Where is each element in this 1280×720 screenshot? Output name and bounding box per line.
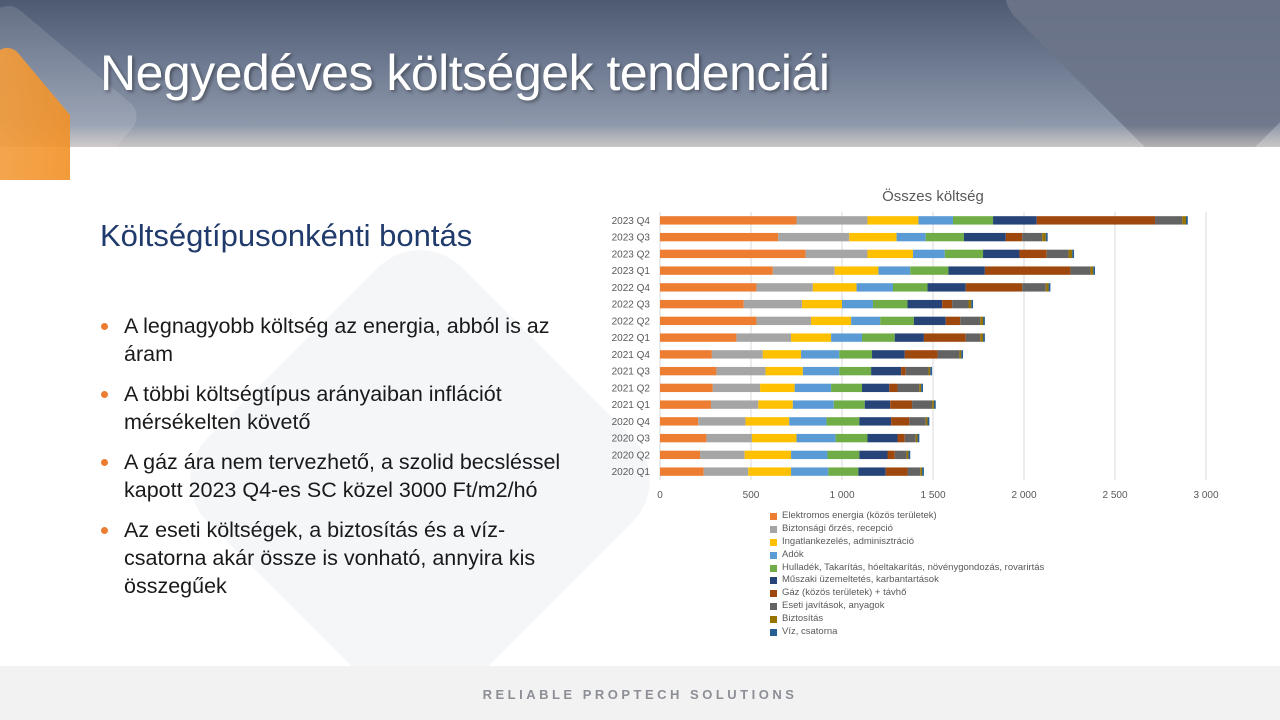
- bar-segment: [928, 367, 930, 375]
- y-tick-label: 2023 Q2: [611, 249, 650, 261]
- y-tick-label: 2022 Q1: [611, 333, 650, 345]
- legend-label: Ingatlankezelés, adminisztráció: [782, 535, 915, 547]
- bar-segment: [1022, 233, 1042, 241]
- bar-segment: [857, 283, 893, 291]
- legend-label: Elektromos energia (közös területek): [782, 510, 937, 521]
- bar-segment: [752, 434, 797, 442]
- bar-segment: [920, 467, 922, 475]
- legend-item: [770, 587, 1044, 600]
- legend-item: [770, 549, 1044, 562]
- page-title: Negyedéves költségek tendenciái: [100, 45, 830, 101]
- bar-segment: [746, 417, 790, 425]
- bar-segment: [926, 417, 928, 425]
- bar-segment: [893, 283, 928, 291]
- bar-segment: [660, 300, 744, 308]
- bar-segment: [908, 451, 910, 459]
- bar-segment: [983, 317, 985, 325]
- legend-swatch: [770, 539, 777, 546]
- bar-segment: [660, 400, 711, 408]
- x-tick-label: 0: [657, 490, 663, 501]
- bar-segment: [1019, 250, 1046, 258]
- legend-item: [770, 574, 1044, 587]
- y-tick-label: 2022 Q2: [611, 316, 650, 328]
- bar-segment: [897, 233, 926, 241]
- y-tick-label: 2021 Q2: [611, 383, 650, 395]
- bar-segment: [909, 417, 925, 425]
- bar-segment: [880, 317, 914, 325]
- bar-segment: [1046, 283, 1049, 291]
- bar-segment: [660, 434, 706, 442]
- legend-swatch: [770, 513, 777, 520]
- bar-segment: [919, 384, 921, 392]
- bar-segment: [983, 333, 985, 341]
- x-tick-label: 500: [742, 490, 760, 501]
- bullet-list: [100, 312, 580, 612]
- bar-segment: [922, 467, 924, 475]
- bar-segment: [934, 400, 936, 408]
- bar-segment: [839, 350, 872, 358]
- bar-segment: [908, 300, 943, 308]
- bar-segment: [961, 350, 963, 358]
- bar-segment: [905, 434, 916, 442]
- bar-segment: [831, 333, 862, 341]
- bar-segment: [813, 283, 857, 291]
- bar-segment: [971, 300, 973, 308]
- bar-segment: [953, 216, 993, 224]
- legend-label: Eseti javítások, anyagok: [782, 600, 885, 612]
- bar-segment: [842, 300, 873, 308]
- bar-segment: [983, 250, 1019, 258]
- bar-segment: [660, 384, 713, 392]
- bar-segment: [878, 266, 910, 274]
- bar-segment: [890, 400, 912, 408]
- bar-segment: [1072, 250, 1074, 258]
- bar-segment: [895, 333, 924, 341]
- bar-segment: [660, 367, 716, 375]
- legend-item: [770, 600, 1044, 613]
- y-tick-label: 2021 Q4: [611, 349, 650, 361]
- bar-segment: [968, 300, 971, 308]
- bar-segment: [942, 300, 952, 308]
- bar-segment: [1069, 250, 1073, 258]
- bar-segment: [873, 300, 908, 308]
- bar-segment: [716, 367, 765, 375]
- bar-segment: [901, 367, 906, 375]
- bar-segment: [831, 384, 862, 392]
- bar-segment: [660, 250, 806, 258]
- bar-segment: [938, 350, 960, 358]
- y-tick-label: 2021 Q3: [611, 366, 650, 378]
- bar-segment: [745, 451, 791, 459]
- bar-segment: [898, 434, 905, 442]
- x-tick-label: 3 000: [1193, 490, 1219, 501]
- cost-chart: [600, 180, 1240, 650]
- bar-segment: [827, 451, 859, 459]
- legend-label: Adók: [782, 548, 804, 560]
- bar-segment: [834, 400, 865, 408]
- bar-segment: [756, 283, 812, 291]
- legend-item: [770, 510, 1044, 523]
- bar-segment: [862, 333, 895, 341]
- legend-swatch: [770, 629, 777, 636]
- bar-segment: [872, 350, 905, 358]
- y-tick-label: 2023 Q1: [611, 266, 650, 278]
- bullet-item: A többi költségtípus arányaiban inflációt mérsékelten követő: [100, 380, 580, 436]
- legend-swatch: [770, 603, 777, 610]
- y-tick-label: 2023 Q3: [611, 232, 650, 244]
- bullet-item: A gáz ára nem tervezhető, a szolid becsléssel kapott 2023 Q4-es SC közel 3000 Ft/m2/hó: [100, 448, 580, 504]
- chart-title: Összes költség: [882, 188, 984, 205]
- bar-segment: [660, 266, 773, 274]
- legend-swatch: [770, 526, 777, 533]
- bar-segment: [803, 367, 839, 375]
- bar-segment: [711, 400, 758, 408]
- bar-segment: [1037, 216, 1155, 224]
- bar-segment: [758, 400, 793, 408]
- bar-segment: [660, 233, 778, 241]
- bar-segment: [858, 467, 885, 475]
- legend-label: Gáz (közös területek) + távhő: [782, 587, 907, 599]
- bar-segment: [867, 434, 897, 442]
- bar-segment: [660, 283, 756, 291]
- bullet-item: Az eseti költségek, a biztosítás és a víz-csatorna akár össze is vonható, annyira kis összegűek: [100, 516, 580, 600]
- bar-segment: [763, 350, 801, 358]
- bar-segment: [966, 333, 981, 341]
- bar-segment: [713, 384, 760, 392]
- bar-segment: [1047, 250, 1069, 258]
- bar-segment: [966, 283, 1022, 291]
- bar-segment: [795, 384, 831, 392]
- chart-svg: [600, 180, 1240, 510]
- bar-segment: [660, 417, 698, 425]
- legend-swatch: [770, 552, 777, 559]
- bar-segment: [1186, 216, 1188, 224]
- bar-segment: [811, 317, 851, 325]
- bar-segment: [910, 266, 948, 274]
- bar-segment: [835, 266, 879, 274]
- legend-label: Biztosítás: [782, 613, 824, 625]
- bar-segment: [700, 451, 745, 459]
- bar-segment: [888, 451, 895, 459]
- bar-segment: [895, 451, 907, 459]
- footer-brand-text: RELIABLE PROPTECH SOLUTIONS: [482, 687, 798, 702]
- section-subtitle: Költségtípusonkénti bontás: [100, 218, 473, 253]
- bar-segment: [946, 317, 961, 325]
- orange-accent-clip: [0, 0, 70, 180]
- bar-segment: [706, 434, 752, 442]
- bar-segment: [778, 233, 849, 241]
- bar-segment: [698, 417, 745, 425]
- bar-segment: [660, 317, 756, 325]
- bar-segment: [964, 233, 1006, 241]
- bar-segment: [766, 367, 803, 375]
- bar-segment: [859, 417, 891, 425]
- y-tick-label: 2022 Q3: [611, 299, 650, 311]
- bar-segment: [1070, 266, 1090, 274]
- legend-swatch: [770, 590, 777, 597]
- bar-segment: [748, 467, 791, 475]
- bullet-item: A legnagyobb költség az energia, abból is az áram: [100, 312, 580, 368]
- x-tick-label: 1 500: [920, 490, 946, 501]
- y-tick-label: 2020 Q2: [611, 450, 650, 462]
- bar-segment: [926, 233, 964, 241]
- bar-segment: [793, 400, 834, 408]
- bar-segment: [952, 300, 968, 308]
- bar-segment: [865, 400, 890, 408]
- bar-segment: [862, 384, 889, 392]
- bar-segment: [959, 350, 961, 358]
- bar-segment: [930, 367, 932, 375]
- y-tick-label: 2023 Q4: [611, 215, 650, 227]
- legend-item: [770, 523, 1044, 536]
- bar-segment: [921, 384, 923, 392]
- legend-label: Biztonsági őrzés, recepció: [782, 522, 893, 534]
- bar-segment: [889, 384, 897, 392]
- bar-segment: [791, 467, 828, 475]
- bar-segment: [791, 451, 827, 459]
- y-tick-label: 2022 Q4: [611, 282, 650, 294]
- bar-segment: [906, 367, 929, 375]
- bar-segment: [660, 333, 736, 341]
- bar-segment: [839, 367, 871, 375]
- y-tick-label: 2020 Q3: [611, 433, 650, 445]
- y-tick-label: 2020 Q1: [611, 467, 650, 479]
- legend-swatch: [770, 565, 777, 572]
- bar-segment: [907, 451, 909, 459]
- bar-segment: [660, 451, 700, 459]
- bar-segment: [1046, 233, 1048, 241]
- bar-segment: [1042, 233, 1046, 241]
- bar-segment: [980, 317, 983, 325]
- bar-segment: [827, 417, 860, 425]
- bar-segment: [836, 434, 868, 442]
- bar-segment: [914, 317, 946, 325]
- chart-legend: [770, 510, 1044, 639]
- bar-segment: [806, 250, 868, 258]
- bar-segment: [849, 233, 896, 241]
- y-tick-label: 2021 Q1: [611, 400, 650, 412]
- bar-segment: [928, 417, 930, 425]
- bar-segment: [980, 333, 983, 341]
- x-tick-label: 1 000: [829, 490, 855, 501]
- bar-segment: [756, 317, 811, 325]
- bar-segment: [867, 250, 913, 258]
- bar-segment: [918, 216, 953, 224]
- bar-segment: [704, 467, 749, 475]
- legend-item: [770, 562, 1044, 575]
- bar-segment: [801, 350, 839, 358]
- bar-segment: [985, 266, 1071, 274]
- legend-item: [770, 626, 1044, 639]
- bar-segment: [736, 333, 791, 341]
- bar-segment: [912, 400, 932, 408]
- bar-segment: [744, 300, 802, 308]
- legend-item: [770, 613, 1044, 626]
- bar-segment: [1155, 216, 1182, 224]
- bar-segment: [891, 417, 909, 425]
- bar-segment: [760, 384, 795, 392]
- header-fade: [0, 125, 1280, 147]
- bar-segment: [913, 250, 945, 258]
- bar-segment: [773, 266, 835, 274]
- bar-segment: [945, 250, 983, 258]
- legend-swatch: [770, 577, 777, 584]
- bar-segment: [916, 434, 918, 442]
- bar-segment: [898, 384, 920, 392]
- bar-segment: [908, 467, 921, 475]
- y-tick-label: 2020 Q4: [611, 416, 650, 428]
- bar-segment: [1090, 266, 1093, 274]
- bar-segment: [802, 300, 842, 308]
- bar-segment: [797, 434, 836, 442]
- legend-label: Hulladék, Takarítás, hóeltakarítás, növénygondozás, rovarirtás: [782, 561, 1045, 573]
- bar-segment: [867, 216, 918, 224]
- bar-segment: [660, 467, 704, 475]
- legend-label: Műszaki üzemeltetés, karbantartások: [782, 574, 939, 586]
- bar-segment: [924, 333, 966, 341]
- bar-segment: [1006, 233, 1022, 241]
- bar-segment: [932, 400, 934, 408]
- bar-segment: [928, 283, 966, 291]
- legend-swatch: [770, 616, 777, 623]
- x-tick-label: 2 500: [1102, 490, 1128, 501]
- bar-segment: [712, 350, 763, 358]
- bar-segment: [828, 467, 858, 475]
- bar-segment: [886, 467, 908, 475]
- bar-segment: [660, 216, 797, 224]
- orange-accent-shape: [0, 42, 70, 180]
- bar-segment: [789, 417, 826, 425]
- bar-segment: [871, 367, 901, 375]
- bar-segment: [797, 216, 868, 224]
- legend-item: [770, 536, 1044, 549]
- bar-segment: [905, 350, 938, 358]
- bar-segment: [1049, 283, 1051, 291]
- x-tick-label: 2 000: [1011, 490, 1037, 501]
- legend-label: Víz, csatorna: [782, 626, 838, 638]
- bar-segment: [918, 434, 920, 442]
- bar-segment: [660, 350, 712, 358]
- bar-segment: [859, 451, 887, 459]
- bar-segment: [960, 317, 980, 325]
- bar-segment: [993, 216, 1037, 224]
- bar-segment: [1182, 216, 1186, 224]
- bar-segment: [948, 266, 984, 274]
- bar-segment: [1022, 283, 1046, 291]
- bar-segment: [851, 317, 880, 325]
- bar-segment: [1093, 266, 1095, 274]
- bar-segment: [791, 333, 831, 341]
